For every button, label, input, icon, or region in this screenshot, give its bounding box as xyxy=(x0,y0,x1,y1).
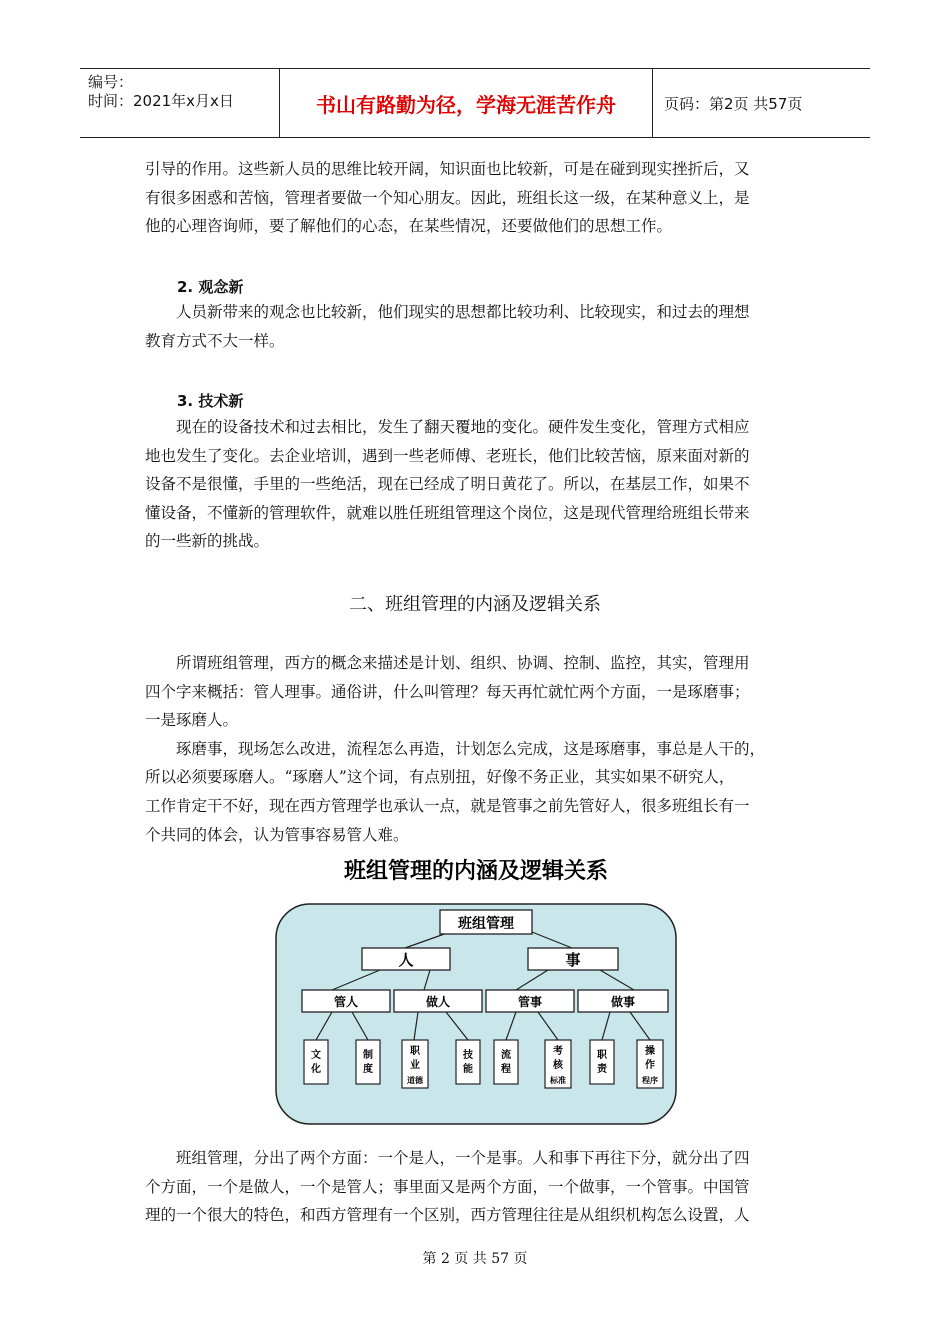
leaf-duty xyxy=(590,1040,614,1084)
text-line: 引导的作用。这些新人员的思维比较开阔，知识面也比较新，可是在碰到现实挫折后，又 xyxy=(145,160,750,178)
leaf-skill-line2: 能 xyxy=(463,1064,473,1075)
text-line: 他的心理咨询师，要了解他们的心态，在某些情况，还要做他们的思想工作。 xyxy=(145,217,673,236)
leaf-system-line1: 制 xyxy=(363,1050,373,1061)
text-line: 所以必须要琢磨人。“琢磨人”这个词，有点别扭，好像不务正业，其实如果不研究人， xyxy=(145,768,735,787)
leaf-culture-line1: 文 xyxy=(311,1050,321,1061)
section-title: 二、班组管理的内涵及逻辑关系 xyxy=(349,594,601,615)
node-affairs-label: 事 xyxy=(565,951,581,969)
leaf-skill xyxy=(456,1040,480,1084)
text-line: 地也发生了变化。去企业培训，遇到一些老师傅、老班长，他们比较苦恼，原来面对新的 xyxy=(145,446,750,465)
paragraph-4 xyxy=(145,649,810,849)
text-line: 设备不是很懂，手里的一些绝活，现在已经成了明日黄花了。所以，在基层工作，如果不 xyxy=(145,475,750,494)
leaf-procedure-line3: 程序 xyxy=(642,1076,658,1085)
paragraph-3 xyxy=(145,413,810,556)
leaf-assessment-line3: 标准 xyxy=(550,1076,566,1085)
id-label: 编号： xyxy=(88,73,134,91)
page-footer: 第 2 页 共 57 页 xyxy=(422,1251,528,1267)
heading-technology: 3. 技术新 xyxy=(177,392,244,410)
leaf-assessment-line2: 核 xyxy=(553,1060,563,1071)
org-diagram xyxy=(270,852,682,1130)
text-line: 所谓班组管理，西方的概念来描述是计划、组织、协调、控制、监控，其实，管理用 xyxy=(145,654,750,672)
leaf-ethics-line3: 道德 xyxy=(407,1076,423,1085)
leaf-skill-line1: 技 xyxy=(463,1050,473,1061)
node-do-affairs-label: 做事 xyxy=(610,995,636,1009)
text-line: 个方面，一个是做人，一个是管人；事里面又是两个方面，一个做事，一个管事。中国管 xyxy=(145,1177,750,1196)
node-be-person-label: 做人 xyxy=(425,995,451,1009)
date-label: 时间：2021年x月x日 xyxy=(88,92,234,110)
paragraph-1 xyxy=(145,155,810,241)
page-header xyxy=(80,68,870,138)
leaf-system xyxy=(356,1040,380,1084)
header-meta xyxy=(80,69,280,137)
leaf-system-line2: 度 xyxy=(363,1064,373,1075)
text-line: 教育方式不大一样。 xyxy=(145,331,285,350)
leaf-procedure-line2: 作 xyxy=(645,1060,655,1071)
leaf-culture xyxy=(304,1040,328,1084)
leaf-process xyxy=(494,1040,518,1084)
text-line: 懂设备，不懂新的管理软件，就难以胜任班组管理这个岗位，这是现代管理给班组长带来 xyxy=(145,503,750,522)
text-line: 琢磨事，现场怎么改进，流程怎么再造，计划怎么完成，这是琢磨事，事总是人干的， xyxy=(145,739,766,758)
paragraph-5 xyxy=(145,1144,810,1230)
paragraph-2 xyxy=(145,298,810,355)
node-manage-affairs-label: 管事 xyxy=(517,995,543,1009)
leaf-assessment-line1: 考 xyxy=(553,1046,563,1057)
node-root-label: 班组管理 xyxy=(458,916,514,932)
leaf-ethics-line1: 职 xyxy=(410,1046,420,1057)
page-info: 页码：第2页 共57页 xyxy=(664,94,803,113)
text-line: 人员新带来的观念也比较新，他们现实的思想都比较功利、比较现实，和过去的理想 xyxy=(145,303,750,321)
text-line: 个共同的体会，认为管事容易管人难。 xyxy=(145,825,409,844)
text-line: 的一些新的挑战。 xyxy=(145,532,270,551)
text-line: 现在的设备技术和过去相比，发生了翻天覆地的变化。硬件发生变化，管理方式相应 xyxy=(145,418,750,436)
leaf-culture-line2: 化 xyxy=(311,1064,321,1075)
heading-concept: 2. 观念新 xyxy=(177,278,244,296)
leaf-process-line1: 流 xyxy=(501,1050,511,1061)
header-motto-cell xyxy=(280,69,653,137)
diagram-title: 班组管理的内涵及逻辑关系 xyxy=(343,859,609,884)
text-line: 一是琢磨人。 xyxy=(145,711,239,730)
text-line: 班组管理，分出了两个方面：一个是人，一个是事。人和事下再往下分，就分出了四 xyxy=(145,1149,750,1167)
leaf-duty-line2: 责 xyxy=(597,1064,607,1075)
text-line: 工作肯定干不好，现在西方管理学也承认一点，就是管事之前先管好人，很多班组长有一 xyxy=(145,796,750,815)
text-line: 理的一个很大的特色，和西方管理有一个区别，西方管理往往是从组织机构怎么设置，人 xyxy=(145,1206,750,1225)
text-line: 四个字来概括：管人理事。通俗讲，什么叫管理？每天再忙就忙两个方面，一是琢磨事； xyxy=(145,682,750,701)
motto: 书山有路勤为径，学海无涯苦作舟 xyxy=(316,92,616,117)
leaf-process-line2: 程 xyxy=(501,1064,511,1075)
diagram-background xyxy=(276,904,676,1124)
node-manage-people-label: 管人 xyxy=(333,995,359,1009)
node-people-label: 人 xyxy=(398,951,414,969)
leaf-duty-line1: 职 xyxy=(597,1050,607,1061)
text-line: 有很多困惑和苦恼，管理者要做一个知心朋友。因此，班组长这一级，在某种意义上，是 xyxy=(145,188,750,207)
leaf-procedure-line1: 操 xyxy=(645,1046,655,1057)
leaf-ethics-line2: 业 xyxy=(410,1060,420,1071)
